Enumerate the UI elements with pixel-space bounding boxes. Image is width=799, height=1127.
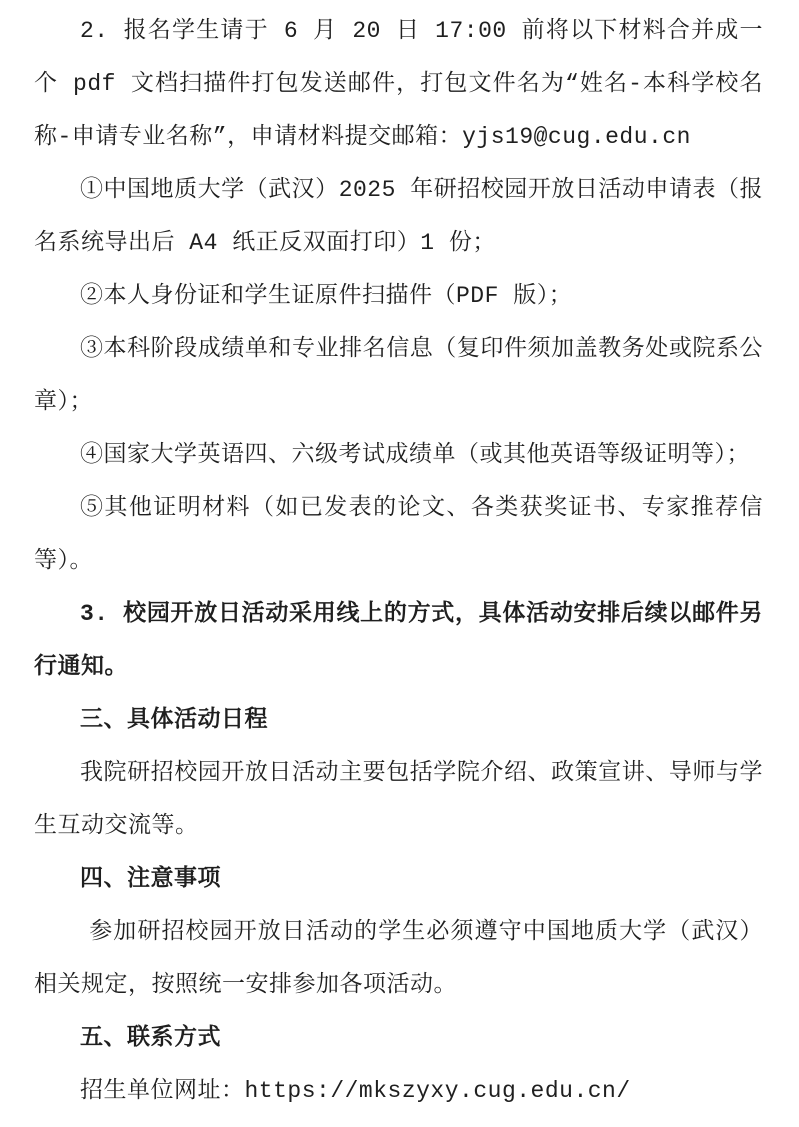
paragraph-schedule-details: 我院研招校园开放日活动主要包括学院介绍、政策宣讲、导师与学生互动交流等。 — [34, 760, 763, 839]
paragraph-notes-details: 参加研招校园开放日活动的学生必须遵守中国地质大学（武汉）相关规定，按照统一安排参加各项活动。 — [34, 919, 763, 998]
section-heading-schedule: 三、具体活动日程 — [80, 707, 268, 733]
section-heading-contact: 五、联系方式 — [80, 1025, 221, 1051]
list-item-id-and-student-card: ②本人身份证和学生证原件扫描件（PDF 版）； — [80, 283, 573, 309]
section-heading-notes: 四、注意事项 — [80, 866, 221, 892]
paragraph-admissions-website: 招生单位网址：https://mkszyxy.cug.edu.cn/ — [80, 1078, 631, 1104]
paragraph-online-format-notice: 3. 校园开放日活动采用线上的方式，具体活动安排后续以邮件另行通知。 — [34, 601, 763, 680]
list-item-application-form: ①中国地质大学（武汉）2025 年研招校园开放日活动申请表（报名系统导出后 A4 纸正反双面打印）1 份； — [34, 177, 763, 256]
list-item-other-materials: ⑤其他证明材料（如已发表的论文、各类获奖证书、专家推荐信等）。 — [34, 495, 763, 574]
list-item-english-test-scores: ④国家大学英语四、六级考试成绩单（或其他英语等级证明等）； — [80, 442, 750, 468]
list-item-transcript-and-ranking: ③本科阶段成绩单和专业排名信息（复印件须加盖教务处或院系公章）； — [34, 336, 763, 415]
paragraph-materials-deadline: 2. 报名学生请于 6 月 20 日 17:00 前将以下材料合并成一个 pdf 文档扫描件打包发送邮件，打包文件名为“姓名-本科学校名称-申请专业名称”，申请材料提交邮箱：yjs19@cug.edu.cn — [34, 18, 763, 150]
